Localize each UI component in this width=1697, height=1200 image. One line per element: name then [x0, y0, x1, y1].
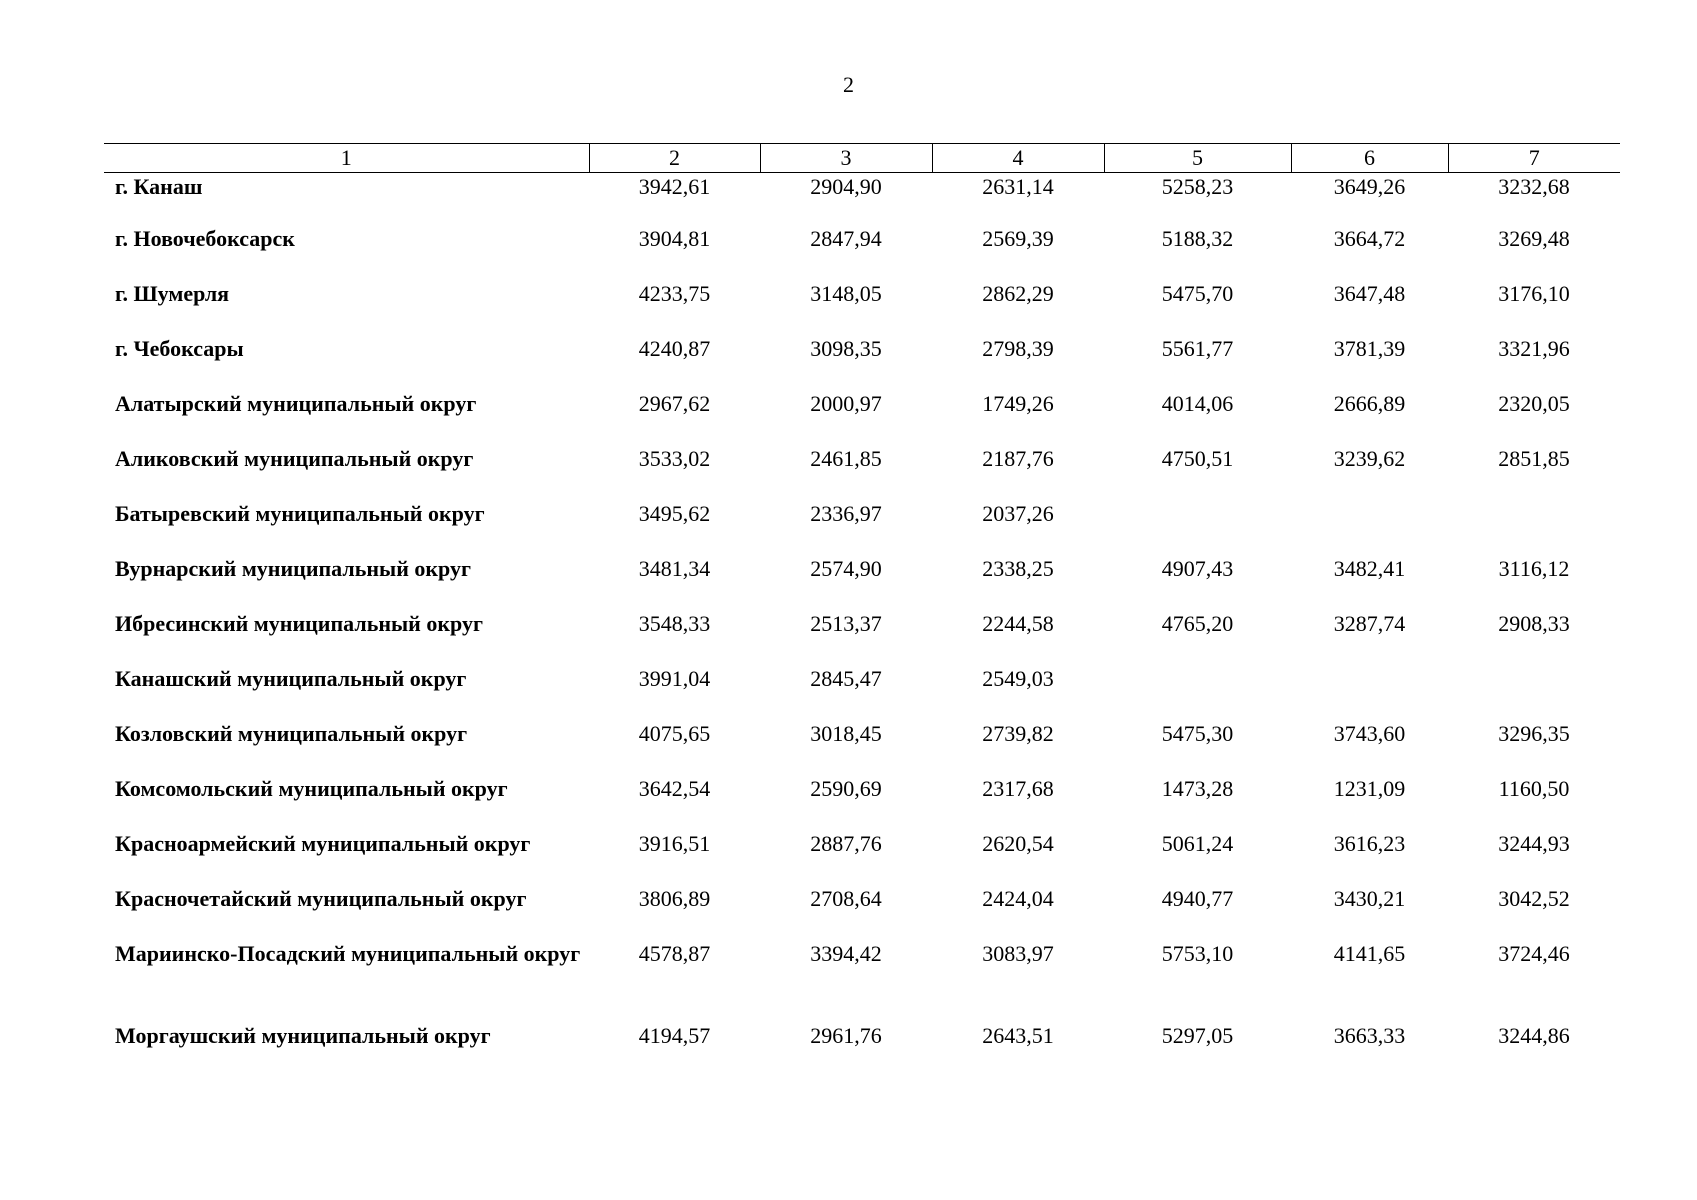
value-cell: 2908,33	[1498, 611, 1570, 636]
row-name-cell: Красночетайский муниципальный округ	[115, 886, 527, 911]
table-row	[104, 611, 1620, 666]
table-row	[104, 391, 1620, 446]
value-cell: 3176,10	[1498, 281, 1570, 306]
value-cell: 2424,04	[982, 886, 1054, 911]
value-cell: 3663,33	[1333, 1023, 1406, 1048]
value-cell: 2708,64	[810, 886, 882, 911]
value-cell: 4750,51	[1161, 446, 1234, 471]
value-cell: 1160,50	[1498, 776, 1570, 801]
value-cell: 3269,48	[1498, 226, 1570, 251]
row-name-cell: Ибресинский муниципальный округ	[115, 611, 483, 636]
value-cell: 3904,81	[638, 226, 711, 251]
value-cell: 3394,42	[810, 941, 882, 966]
row-name-cell: Мариинско-Посадский муниципальный округ	[115, 941, 581, 966]
value-cell: 3042,52	[1498, 886, 1570, 911]
value-cell: 3018,45	[810, 721, 882, 746]
table-row	[104, 281, 1620, 336]
table-row	[104, 886, 1620, 941]
value-cell: 5753,10	[1161, 941, 1234, 966]
table-row	[104, 446, 1620, 501]
table-row	[104, 173, 1620, 227]
value-cell	[1291, 501, 1448, 556]
table-row	[104, 721, 1620, 776]
column-header: 1	[104, 144, 589, 173]
row-name-cell: Алатырский муниципальный округ	[115, 391, 477, 416]
value-cell: 2590,69	[810, 776, 882, 801]
table-row	[104, 776, 1620, 831]
value-cell: 3232,68	[1498, 174, 1570, 199]
value-cell: 2631,14	[982, 174, 1054, 199]
value-cell: 4765,20	[1161, 611, 1234, 636]
table-row	[104, 941, 1620, 1023]
value-cell: 3781,39	[1333, 336, 1406, 361]
data-table	[104, 143, 1620, 1078]
value-cell: 5258,23	[1161, 174, 1234, 199]
value-cell: 3296,35	[1498, 721, 1570, 746]
value-cell: 5475,70	[1161, 281, 1234, 306]
value-cell: 2569,39	[982, 226, 1054, 251]
value-cell: 3743,60	[1333, 721, 1406, 746]
value-cell: 2845,47	[810, 666, 882, 691]
value-cell: 2513,37	[810, 611, 882, 636]
value-cell: 4578,87	[638, 941, 711, 966]
row-name-cell: Вурнарский муниципальный округ	[115, 556, 471, 581]
value-cell: 5297,05	[1161, 1023, 1234, 1048]
value-cell: 4907,43	[1161, 556, 1234, 581]
value-cell: 4075,65	[638, 721, 711, 746]
page-number: 2	[843, 72, 854, 97]
value-cell: 3642,54	[638, 776, 711, 801]
value-cell: 3239,62	[1333, 446, 1406, 471]
value-cell	[1104, 666, 1291, 721]
value-cell: 3430,21	[1333, 886, 1406, 911]
value-cell: 4940,77	[1161, 886, 1234, 911]
value-cell: 4014,06	[1161, 391, 1234, 416]
row-name-cell: Красноармейский муниципальный округ	[115, 831, 531, 856]
value-cell: 2244,58	[982, 611, 1054, 636]
value-cell: 3481,34	[638, 556, 711, 581]
value-cell: 2862,29	[982, 281, 1054, 306]
value-cell: 2000,97	[810, 391, 882, 416]
column-header: 2	[589, 144, 760, 173]
value-cell: 2887,76	[810, 831, 882, 856]
value-cell: 2739,82	[982, 721, 1054, 746]
value-cell: 3244,86	[1498, 1023, 1570, 1048]
value-cell: 3649,26	[1333, 174, 1406, 199]
value-cell: 4240,87	[638, 336, 711, 361]
value-cell: 5475,30	[1161, 721, 1234, 746]
value-cell: 2666,89	[1333, 391, 1406, 416]
value-cell: 4141,65	[1333, 941, 1406, 966]
value-cell: 2847,94	[810, 226, 882, 251]
row-name-cell: Канашский муниципальный округ	[115, 666, 467, 691]
column-header: 6	[1291, 144, 1448, 173]
value-cell: 3806,89	[638, 886, 711, 911]
value-cell: 3991,04	[638, 666, 711, 691]
value-cell: 2549,03	[982, 666, 1054, 691]
column-header: 5	[1104, 144, 1291, 173]
value-cell: 5061,24	[1161, 831, 1234, 856]
value-cell: 3098,35	[810, 336, 882, 361]
value-cell: 3916,51	[638, 831, 711, 856]
table-row	[104, 831, 1620, 886]
value-cell: 3244,93	[1498, 831, 1570, 856]
value-cell: 3495,62	[638, 501, 711, 526]
table-row	[104, 556, 1620, 611]
column-header: 3	[760, 144, 932, 173]
value-cell: 5188,32	[1161, 226, 1234, 251]
value-cell: 3287,74	[1333, 611, 1406, 636]
value-cell: 2317,68	[982, 776, 1054, 801]
value-cell: 2336,97	[810, 501, 882, 526]
column-header: 4	[932, 144, 1104, 173]
value-cell: 4233,75	[638, 281, 711, 306]
value-cell: 2643,51	[982, 1023, 1054, 1048]
value-cell: 3548,33	[638, 611, 711, 636]
value-cell: 2904,90	[810, 174, 882, 199]
value-cell: 3083,97	[982, 941, 1054, 966]
value-cell: 5561,77	[1161, 336, 1234, 361]
value-cell: 2320,05	[1498, 391, 1570, 416]
column-header: 7	[1448, 144, 1620, 173]
table-row	[104, 666, 1620, 721]
value-cell: 1473,28	[1161, 776, 1234, 801]
value-cell: 3616,23	[1333, 831, 1406, 856]
value-cell	[1448, 501, 1620, 556]
row-name-cell: г. Шумерля	[115, 281, 230, 306]
table-row	[104, 1023, 1620, 1078]
value-cell: 2187,76	[982, 446, 1054, 471]
value-cell: 2574,90	[810, 556, 882, 581]
value-cell: 2338,25	[982, 556, 1054, 581]
value-cell: 2037,26	[982, 501, 1054, 526]
value-cell: 1231,09	[1333, 776, 1406, 801]
value-cell: 3321,96	[1498, 336, 1570, 361]
table-row	[104, 336, 1620, 391]
row-name-cell: г. Новочебоксарск	[115, 226, 295, 251]
row-name-cell: г. Канаш	[115, 174, 203, 199]
value-cell: 3942,61	[638, 174, 711, 199]
value-cell: 3724,46	[1498, 941, 1570, 966]
value-cell: 3647,48	[1333, 281, 1406, 306]
row-name-cell: г. Чебоксары	[115, 336, 244, 361]
value-cell: 2620,54	[982, 831, 1054, 856]
value-cell: 3533,02	[638, 446, 711, 471]
value-cell: 2461,85	[810, 446, 882, 471]
table-body	[104, 173, 1620, 1079]
row-name-cell: Комсомольский муниципальный округ	[115, 776, 508, 801]
value-cell: 3148,05	[810, 281, 882, 306]
value-cell: 3482,41	[1333, 556, 1406, 581]
value-cell: 2967,62	[638, 391, 711, 416]
table-row	[104, 501, 1620, 556]
row-name-cell: Моргаушский муниципальный округ	[115, 1023, 491, 1048]
value-cell: 3116,12	[1498, 556, 1570, 581]
value-cell	[1291, 666, 1448, 721]
row-name-cell: Козловский муниципальный округ	[115, 721, 468, 746]
value-cell: 2961,76	[810, 1023, 882, 1048]
row-name-cell: Аликовский муниципальный округ	[115, 446, 474, 471]
value-cell: 2851,85	[1498, 446, 1570, 471]
header-row	[104, 144, 1620, 173]
value-cell: 2798,39	[982, 336, 1054, 361]
value-cell	[1448, 666, 1620, 721]
value-cell: 4194,57	[638, 1023, 711, 1048]
table-row	[104, 226, 1620, 281]
value-cell: 1749,26	[982, 391, 1054, 416]
value-cell: 3664,72	[1333, 226, 1406, 251]
value-cell	[1104, 501, 1291, 556]
row-name-cell: Батыревский муниципальный округ	[115, 501, 485, 526]
